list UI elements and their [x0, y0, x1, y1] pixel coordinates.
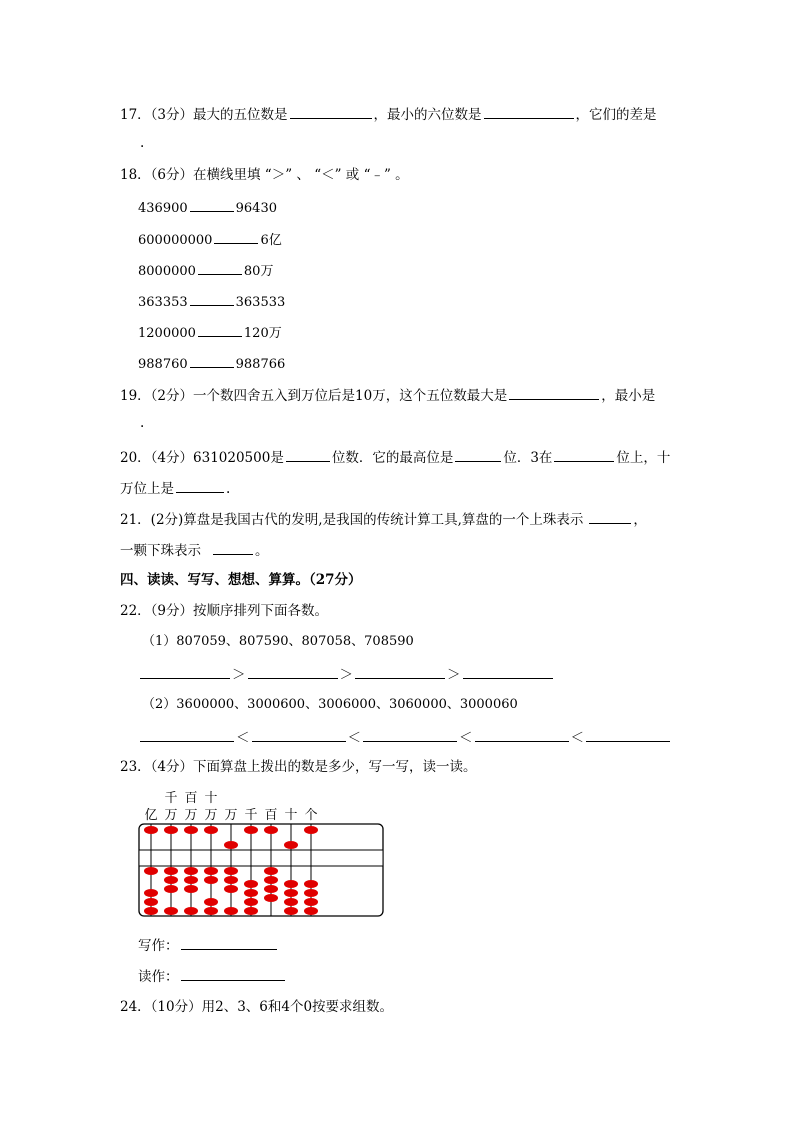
q18-right-value: 363533: [235, 295, 286, 310]
q17-mid: ，最小的六位数是: [373, 107, 482, 123]
abacus-lower-bead: [224, 867, 238, 875]
abacus-column-label: 万: [224, 808, 238, 823]
question-20: [120, 447, 670, 467]
abacus-lower-bead: [164, 876, 178, 884]
abacus-lower-bead: [284, 880, 298, 888]
q18-item-6: [138, 353, 285, 374]
q18-right-value: 6亿: [260, 233, 282, 248]
abacus-upper-bead: [244, 826, 258, 834]
read-label: 读作：: [138, 969, 179, 985]
abacus-upper-bead: [204, 826, 218, 834]
abacus-lower-bead: [284, 907, 298, 915]
q18-left-value: 363353: [138, 295, 188, 310]
q20-blank-place-of-3[interactable]: [554, 447, 614, 462]
q18-right-value: 120万: [243, 326, 282, 341]
abacus-lower-bead: [264, 876, 278, 884]
q20-text-2: 位数．它的最高位是: [331, 450, 454, 466]
q23-write-blank[interactable]: [181, 935, 277, 950]
abacus-upper-bead: [284, 841, 298, 849]
question-21-cont: [120, 540, 269, 560]
abacus-figure: [137, 790, 387, 920]
q17-answer-blank-1[interactable]: [290, 104, 372, 119]
q22-2-blank-5[interactable]: [586, 727, 670, 742]
abacus-lower-bead: [304, 889, 318, 897]
question-22-title: 22．（9分）按顺序排列下面各数。: [120, 603, 329, 619]
q17-answer-blank-2[interactable]: [484, 104, 574, 119]
abacus-upper-bead: [164, 826, 178, 834]
abacus-lower-bead: [244, 898, 258, 906]
abacus-lower-bead: [144, 889, 158, 897]
gt-sign: ＞: [339, 667, 353, 683]
q22-part-1-answer-row: [138, 664, 555, 684]
abacus-lower-bead: [264, 867, 278, 875]
abacus-column-label: 十: [284, 808, 298, 823]
question-21: [120, 509, 647, 529]
abacus-lower-bead: [264, 885, 278, 893]
abacus-beam: [139, 850, 383, 866]
q23-write-row: [138, 935, 279, 955]
write-label: 写作：: [138, 938, 179, 954]
abacus-column-label: 万: [184, 808, 198, 823]
abacus-lower-bead: [144, 907, 158, 915]
q22-part-2-answer-row: [138, 727, 672, 747]
abacus-upper-bead: [184, 826, 198, 834]
q18-compare-blank[interactable]: [198, 260, 242, 275]
q19-prefix: 19．（2分）一个数四舍五入到万位后是10万，这个五位数最大是: [120, 388, 508, 404]
abacus-lower-bead: [204, 898, 218, 906]
q18-left-value: 988760: [138, 357, 188, 372]
q22-1-blank-2[interactable]: [248, 664, 338, 679]
q21-blank-upper-bead[interactable]: [589, 509, 631, 524]
abacus-lower-bead: [304, 898, 318, 906]
question-17: [120, 104, 657, 124]
q18-item-4: [138, 291, 285, 312]
q20-text-5: 万位上是: [120, 481, 174, 497]
abacus-lower-bead: [284, 898, 298, 906]
abacus-column-label: 亿: [144, 808, 158, 823]
question-24-title: 24．（10分）用2、3、6和4个0按要求组数。: [120, 999, 394, 1015]
abacus-lower-bead: [304, 907, 318, 915]
q18-item-2: [138, 229, 282, 250]
abacus-column-label-top: 千: [164, 791, 178, 806]
q17-suffix: ，它们的差是: [575, 107, 657, 123]
q20-blank-hundred-thousands[interactable]: [176, 478, 224, 493]
abacus-lower-bead: [164, 907, 178, 915]
q20-blank-digits[interactable]: [286, 447, 330, 462]
abacus-lower-bead: [244, 907, 258, 915]
abacus-column-label-top: 百: [184, 791, 198, 806]
q22-1-blank-3[interactable]: [355, 664, 445, 679]
abacus-column-label: 万: [164, 808, 178, 823]
q19-answer-blank-1[interactable]: [509, 385, 599, 400]
q22-2-blank-3[interactable]: [363, 727, 457, 742]
q21-text-4: 。: [255, 543, 269, 559]
q21-text-3: 一颗下珠表示: [120, 543, 201, 559]
abacus-lower-bead: [304, 880, 318, 888]
q21-text-2: ，: [633, 512, 647, 528]
lt-sign: ＜: [570, 730, 584, 746]
q20-text-6: .: [226, 481, 231, 497]
abacus-upper-bead: [224, 841, 238, 849]
q18-right-value: 988766: [235, 357, 286, 372]
abacus-lower-bead: [184, 885, 198, 893]
q18-item-5: [138, 322, 282, 343]
abacus-column-label-top: 十: [204, 791, 218, 806]
q18-item-3: [138, 260, 273, 281]
abacus-upper-bead: [264, 826, 278, 834]
abacus-upper-bead: [144, 826, 158, 834]
question-20-cont: [120, 478, 230, 498]
abacus-lower-bead: [204, 907, 218, 915]
q23-read-blank[interactable]: [181, 966, 285, 981]
q22-1-blank-4[interactable]: [463, 664, 553, 679]
abacus-lower-bead: [224, 907, 238, 915]
q19-end: .: [140, 415, 145, 431]
q18-left-value: 436900: [138, 201, 188, 216]
q21-text-1: 21．(2分)算盘是我国古代的发明,是我国的传统计算工具,算盘的一个上珠表示: [120, 512, 584, 528]
q18-left-value: 600000000: [138, 233, 213, 248]
lt-sign: ＜: [236, 730, 250, 746]
abacus-lower-bead: [224, 885, 238, 893]
abacus-lower-bead: [184, 876, 198, 884]
q18-item-1: [138, 197, 277, 218]
q20-blank-highest-place[interactable]: [455, 447, 501, 462]
q18-compare-blank[interactable]: [214, 229, 258, 244]
q22-part-1: （1）807059、807590、807058、708590: [142, 634, 414, 649]
abacus-lower-bead: [204, 876, 218, 884]
abacus-lower-bead: [244, 889, 258, 897]
q20-text-3: 位．3在: [503, 450, 553, 466]
lt-sign: ＜: [347, 730, 361, 746]
abacus-lower-bead: [204, 867, 218, 875]
q18-left-value: 1200000: [138, 326, 196, 341]
q18-right-value: 80万: [243, 264, 274, 279]
q17-prefix: 17．（3分）最大的五位数是: [120, 107, 288, 123]
abacus-column-label: 万: [204, 808, 218, 823]
q18-compare-blank[interactable]: [190, 197, 234, 212]
q22-2-blank-1[interactable]: [140, 727, 234, 742]
q18-compare-blank[interactable]: [198, 322, 242, 337]
abacus-lower-bead: [164, 885, 178, 893]
question-19: [120, 385, 655, 405]
lt-sign: ＜: [459, 730, 473, 746]
q20-text-1: 20．（4分）631020500是: [120, 450, 284, 466]
q21-blank-lower-bead[interactable]: [213, 540, 253, 555]
question-18-title: 18．（6分）在横线里填 “＞” 、 “＜” 或 “﹣” 。: [120, 167, 409, 183]
abacus-lower-bead: [164, 867, 178, 875]
abacus-lower-bead: [144, 867, 158, 875]
q18-left-value: 8000000: [138, 264, 196, 279]
abacus-lower-bead: [284, 889, 298, 897]
q18-right-value: 96430: [235, 201, 277, 216]
abacus-column-label: 个: [304, 808, 318, 823]
gt-sign: ＞: [447, 667, 461, 683]
q20-text-4: 位上，十: [616, 450, 671, 466]
question-23-title: 23．（4分）下面算盘上拨出的数是多少，写一写，读一读。: [120, 759, 477, 775]
abacus-column-label: 百: [264, 808, 278, 823]
abacus-svg: [137, 790, 387, 920]
abacus-lower-bead: [264, 894, 278, 902]
section-4-heading: 四、读读、写写、想想、算算。（27分）: [120, 572, 362, 588]
abacus-lower-bead: [144, 898, 158, 906]
abacus-lower-bead: [184, 867, 198, 875]
q18-compare-blank[interactable]: [190, 353, 234, 368]
q18-compare-blank[interactable]: [190, 291, 234, 306]
abacus-upper-bead: [304, 826, 318, 834]
q22-2-blank-4[interactable]: [475, 727, 569, 742]
q17-end: .: [140, 135, 145, 151]
q22-2-blank-2[interactable]: [252, 727, 346, 742]
q19-suffix: ，最小是: [601, 388, 656, 404]
q23-read-row: [138, 966, 287, 986]
q22-1-blank-1[interactable]: [140, 664, 230, 679]
abacus-lower-bead: [244, 880, 258, 888]
abacus-lower-bead: [224, 876, 238, 884]
abacus-column-label: 千: [244, 808, 258, 823]
q22-part-2: （2）3600000、3000600、3006000、3060000、3000060: [142, 697, 518, 712]
gt-sign: ＞: [232, 667, 246, 683]
abacus-lower-bead: [184, 907, 198, 915]
